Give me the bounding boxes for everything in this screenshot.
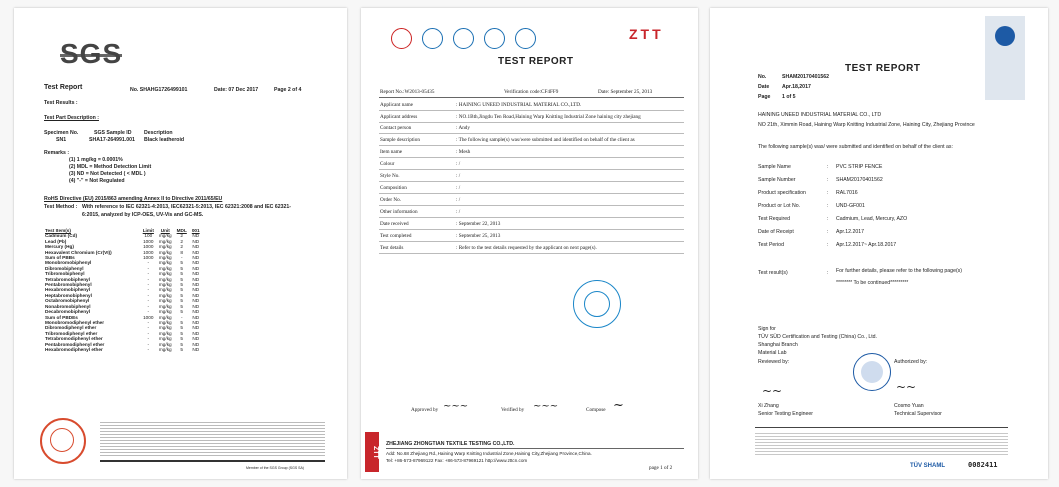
ztt-contacts: Tel: +86-573-87969122 Fax: +86-573-87969121 http://www.zttcn.com bbox=[386, 458, 528, 463]
authorized-by-label: Authorized by: bbox=[894, 359, 928, 365]
field-label: Other information bbox=[380, 209, 418, 215]
authorizer-title: Technical Supervisor bbox=[894, 411, 942, 417]
cell-result: ND bbox=[192, 260, 200, 266]
report-number: Report No.:W2013-05435 bbox=[380, 89, 435, 95]
authorizer-name: Cosmo Yuan bbox=[894, 403, 924, 409]
field-label: Composition bbox=[380, 185, 407, 191]
field-value: : / bbox=[456, 185, 461, 191]
spec-description: Black leatheroid bbox=[144, 137, 185, 143]
cell-result: ND bbox=[192, 233, 200, 239]
iaf-logo-icon bbox=[484, 28, 505, 49]
field-value: : / bbox=[456, 173, 461, 179]
cell-limit: - bbox=[147, 287, 150, 293]
remark-3: (3) ND = Not Detected ( < MDL ) bbox=[69, 171, 146, 177]
report-title: TEST REPORT bbox=[498, 56, 574, 67]
field-label: Item name bbox=[380, 149, 403, 155]
remark-4: (4) "-" = Not Regulated bbox=[69, 178, 125, 184]
cell-result: ND bbox=[192, 238, 200, 244]
cell-unit: mg/kg bbox=[158, 330, 172, 336]
cell-limit: 1000 bbox=[143, 255, 154, 261]
cell-limit: 100 bbox=[144, 233, 153, 239]
cell-result: ND bbox=[192, 325, 200, 331]
cell-result: ND bbox=[192, 298, 200, 304]
accreditation-logos bbox=[391, 28, 536, 49]
cell-item: Sum of PBDEs bbox=[45, 314, 78, 320]
field-rule bbox=[379, 169, 684, 170]
cell-mdl: 8 bbox=[180, 249, 184, 255]
field-label: Applicant address bbox=[380, 114, 418, 120]
cell-limit: - bbox=[147, 282, 150, 288]
spec-header-1: Specimen No. bbox=[44, 130, 79, 136]
sign-org-3: Material Lab bbox=[758, 350, 787, 356]
cell-mdl: 2 bbox=[180, 238, 184, 244]
field-rule bbox=[379, 253, 684, 254]
remark-2: (2) MDL = Method Detection Limit bbox=[69, 164, 152, 170]
sgs-logo: SGS bbox=[60, 38, 123, 69]
field-label: Style No. bbox=[380, 173, 400, 179]
cell-mdl: 5 bbox=[180, 276, 184, 282]
cell-item: Tetrabromobiphenyl bbox=[45, 276, 90, 282]
cell-mdl: 5 bbox=[180, 330, 184, 336]
cell-limit: - bbox=[147, 271, 150, 277]
cell-item: Dibromobiphenyl bbox=[45, 265, 84, 271]
results-label: Test result(s) bbox=[758, 270, 788, 276]
field-value: : / bbox=[456, 161, 461, 167]
field-value: : HAINING UNEED INDUSTRIAL MATERIAL CO.,LTD. bbox=[456, 102, 582, 108]
footer-fine-print bbox=[755, 431, 1008, 457]
reviewed-by-label: Reviewed by: bbox=[758, 359, 790, 365]
field-label: Contact person bbox=[380, 125, 412, 131]
field-rule bbox=[379, 122, 684, 123]
field-label: Test Period bbox=[758, 242, 784, 248]
field-label: Test Required bbox=[758, 216, 791, 222]
cell-item: Hexavalent Chromium (Cr(VI)) bbox=[45, 249, 112, 255]
field-value: Cadmium, Lead, Mercury, AZO bbox=[836, 216, 908, 222]
cell-result: ND bbox=[192, 244, 200, 250]
authorizer-signature: ~~ bbox=[896, 380, 917, 394]
page-label: Page bbox=[758, 94, 771, 100]
submitted-text: The following sample(s) was/ were submitted and identified on behalf of the client as: bbox=[758, 144, 953, 150]
fcl-logo-icon bbox=[515, 28, 536, 49]
footer-rule bbox=[100, 460, 325, 462]
cnas-logo-icon bbox=[422, 28, 443, 49]
cell-item: Tribromodiphenyl ether bbox=[45, 330, 98, 336]
cell-mdl: 5 bbox=[180, 298, 184, 304]
field-rule bbox=[379, 193, 684, 194]
field-label: Test completed bbox=[380, 233, 412, 239]
remarks-label: Remarks : bbox=[44, 150, 70, 156]
cell-mdl: 2 bbox=[180, 244, 184, 250]
report-date: Date: 07 Dec 2017 bbox=[214, 87, 259, 93]
to-be-continued: ******** To be continued********* bbox=[836, 280, 909, 286]
report-title: Test Report bbox=[44, 84, 83, 91]
cell-unit: mg/kg bbox=[158, 255, 172, 261]
footer-rule bbox=[386, 448, 684, 449]
field-value: : Mesh bbox=[456, 149, 471, 155]
tuv-logo-box bbox=[985, 16, 1025, 100]
cell-result: ND bbox=[192, 314, 200, 320]
field-value: PVC STRIP FENCE bbox=[836, 164, 883, 170]
cell-mdl: 5 bbox=[180, 265, 184, 271]
verified-by-label: Verified by bbox=[501, 407, 525, 413]
field-value: RAL7016 bbox=[836, 190, 858, 196]
reviewer-name: Xi Zhang bbox=[758, 403, 779, 409]
compose-label: Compose bbox=[586, 407, 606, 413]
field-rule bbox=[379, 157, 684, 158]
cell-unit: mg/kg bbox=[158, 249, 172, 255]
header-rule bbox=[379, 97, 684, 98]
approved-by-label: Approved by bbox=[411, 407, 439, 413]
field-rule bbox=[379, 181, 684, 182]
cell-item: Decabromobiphenyl bbox=[45, 309, 91, 315]
cell-item: Lead (Pb) bbox=[45, 238, 67, 244]
cell-limit: - bbox=[147, 319, 150, 325]
cell-limit: 1000 bbox=[143, 249, 154, 255]
cell-item: Pentabromodiphenyl ether bbox=[45, 341, 105, 347]
cell-limit: - bbox=[147, 260, 150, 266]
report-date: Date: September 25, 2013 bbox=[598, 89, 653, 95]
cell-mdl: - bbox=[180, 255, 183, 261]
directive-title: RoHS Directive (EU) 2015/863 amending Annex II to Directive 2011/65/EU bbox=[44, 196, 223, 202]
ztt-test-chop-seal bbox=[573, 280, 621, 328]
cell-unit: mg/kg bbox=[158, 260, 172, 266]
cell-item: Hexabromodiphenyl ether bbox=[45, 346, 103, 352]
field-rule bbox=[379, 241, 684, 242]
date-label: Date bbox=[758, 84, 770, 90]
no-label: No. bbox=[758, 74, 767, 80]
cell-result: ND bbox=[192, 271, 200, 277]
cell-result: ND bbox=[192, 309, 200, 315]
test-results-label: Test Results : bbox=[44, 100, 78, 106]
serial-number: 0082411 bbox=[968, 461, 998, 469]
field-label: Order No. bbox=[380, 197, 402, 203]
cell-unit: mg/kg bbox=[158, 309, 172, 315]
field-value: : Andy bbox=[456, 125, 470, 131]
terms-fine-print bbox=[100, 420, 325, 456]
method-label: Test Method : bbox=[44, 204, 78, 210]
cell-limit: 1000 bbox=[143, 244, 154, 250]
field-label: Sample description bbox=[380, 137, 420, 143]
cell-mdl: 5 bbox=[180, 346, 184, 352]
cell-unit: mg/kg bbox=[158, 282, 172, 288]
cell-unit: mg/kg bbox=[158, 265, 172, 271]
cell-item: Heptabromobiphenyl bbox=[45, 292, 92, 298]
cell-unit: mg/kg bbox=[158, 292, 172, 298]
cell-result: ND bbox=[192, 346, 200, 352]
cell-mdl: 5 bbox=[180, 271, 184, 277]
results-table bbox=[43, 228, 203, 352]
field-label: Date received bbox=[380, 221, 409, 227]
cell-item: Nonabromobiphenyl bbox=[45, 303, 91, 309]
client-company: HAINING UNEED INDUSTRIAL MATERIAL CO., LTD bbox=[758, 112, 882, 118]
spec-header-2: SGS Sample ID bbox=[94, 130, 132, 136]
field-label: Product or Lot No. bbox=[758, 203, 801, 209]
results-text: For further details, please refer to the following page(s) bbox=[836, 268, 963, 274]
field-rule bbox=[379, 205, 684, 206]
field-value: UND-GF001 bbox=[836, 203, 865, 209]
spec-header-3: Description bbox=[144, 130, 173, 136]
field-value: : The following sample(s) was/were submitted and identified on behalf of the client as bbox=[456, 137, 635, 143]
cell-mdl: 5 bbox=[180, 287, 184, 293]
cell-mdl: 5 bbox=[180, 319, 184, 325]
sgs-member: Member of the SGS Group (SGS SA) bbox=[246, 466, 304, 470]
cell-limit: - bbox=[147, 341, 150, 347]
ztt-report-page bbox=[361, 8, 698, 479]
page-number: page 1 of 2 bbox=[649, 465, 673, 471]
cell-item: Hexabromobiphenyl bbox=[45, 287, 91, 293]
cell-mdl: 5 bbox=[180, 309, 184, 315]
cell-item: Mercury (Hg) bbox=[45, 244, 74, 250]
cell-unit: mg/kg bbox=[158, 276, 172, 282]
cell-mdl: 5 bbox=[180, 336, 184, 342]
cell-mdl: 5 bbox=[180, 282, 184, 288]
cell-unit: mg/kg bbox=[158, 336, 172, 342]
sign-for: Sign for bbox=[758, 326, 776, 332]
cell-limit: - bbox=[147, 309, 150, 315]
method-text-2: 6:2015, analyzed by ICP-OES, UV-Vis and GC-MS. bbox=[82, 212, 204, 218]
field-value: SHAM20170401562 bbox=[836, 177, 883, 183]
field-rule bbox=[379, 217, 684, 218]
field-label: Sample Number bbox=[758, 177, 796, 183]
cell-result: ND bbox=[192, 282, 200, 288]
field-value: : September 25, 2013 bbox=[456, 233, 501, 239]
cell-unit: mg/kg bbox=[158, 244, 172, 250]
cell-result: ND bbox=[192, 265, 200, 271]
cell-result: ND bbox=[192, 249, 200, 255]
sgs-stamp bbox=[40, 418, 86, 464]
cell-result: ND bbox=[192, 319, 200, 325]
field-label: Date of Receipt bbox=[758, 229, 794, 235]
field-rule bbox=[379, 229, 684, 230]
spec-sample-id: SHA17-264991.001 bbox=[89, 137, 135, 143]
cell-mdl: 5 bbox=[180, 325, 184, 331]
col-test-item: Test Item(s) bbox=[45, 228, 71, 233]
col-unit: Unit bbox=[160, 228, 170, 233]
cell-result: ND bbox=[192, 255, 200, 261]
field-value: Apr.12.2017 bbox=[836, 229, 864, 235]
cell-item: Pentabromobiphenyl bbox=[45, 282, 92, 288]
report-number: SHAM20170401562 bbox=[782, 74, 830, 80]
cell-mdl: 5 bbox=[180, 341, 184, 347]
col-001: 001 bbox=[191, 228, 200, 233]
cell-item: Dibromodiphenyl ether bbox=[45, 325, 97, 331]
part-description-label: Test Part Description : bbox=[44, 115, 99, 121]
page-number: Page 2 of 4 bbox=[274, 87, 302, 93]
ilac-logo-icon bbox=[453, 28, 474, 49]
tuv-seal-stamp bbox=[853, 353, 891, 391]
reviewer-signature: ~~ bbox=[762, 384, 783, 398]
cell-mdl: 2 bbox=[180, 233, 184, 239]
cell-limit: - bbox=[147, 298, 150, 304]
col-limit: Limit bbox=[142, 228, 154, 233]
cell-mdl: - bbox=[180, 314, 183, 320]
cell-unit: mg/kg bbox=[158, 271, 172, 277]
cell-item: Tetrabromodiphenyl ether bbox=[45, 336, 103, 342]
compose-signature: ~ bbox=[613, 398, 624, 413]
cell-result: ND bbox=[192, 330, 200, 336]
field-value: : Refer to the test details requested by the applicant on next page(s). bbox=[456, 245, 597, 251]
field-rule bbox=[379, 133, 684, 134]
cell-result: ND bbox=[192, 287, 200, 293]
cell-item: Octabromobiphenyl bbox=[45, 298, 90, 304]
sign-org-2: Shanghai Branch bbox=[758, 342, 798, 348]
cell-limit: - bbox=[147, 346, 150, 352]
cell-unit: mg/kg bbox=[158, 346, 172, 352]
field-value: : / bbox=[456, 209, 461, 215]
cell-unit: mg/kg bbox=[158, 303, 172, 309]
cell-result: ND bbox=[192, 336, 200, 342]
tuv-footer-brand: TÜV SHAML bbox=[910, 463, 945, 469]
cell-item: Monobromobiphenyl bbox=[45, 260, 92, 266]
field-rule bbox=[379, 145, 684, 146]
cell-item: Cadmium (Cd) bbox=[45, 233, 78, 239]
tuv-logo-icon bbox=[995, 26, 1015, 46]
field-value: : / bbox=[456, 197, 461, 203]
ztt-logo: ZTT bbox=[629, 26, 664, 42]
field-value: Apr.12.2017~ Apr.18.2017 bbox=[836, 242, 897, 248]
cell-mdl: 5 bbox=[180, 292, 184, 298]
report-date: Apr.18,2017 bbox=[782, 84, 811, 90]
verified-signature: ~~~ bbox=[533, 401, 559, 412]
page-number: 1 of 5 bbox=[782, 94, 796, 100]
cell-unit: mg/kg bbox=[158, 319, 172, 325]
cell-limit: - bbox=[147, 265, 150, 271]
cell-item: Tribromobiphenyl bbox=[45, 271, 85, 277]
cell-unit: mg/kg bbox=[158, 298, 172, 304]
tuv-report-page: No. SHAM20170401562 TEST REPORT Date Apr.18,2017 Page 1 of 5 HAINING UNEED INDUSTRIAL MATERIAL CO., LTD NO 21th, Ximmin Road, Haining Warp Knitting Industrial Zone, Haining City, Zhejiang Province The following sample(s) was/ were submitted and identified on behalf of the client as: Sample Name : PVC STRIP FENCE Sample Number : SHAM20170401562 Product specification : RAL7016 Product or Lot No. : UND-GF001 Test Required : Cadmium, Lead, Mercury, AZO Date of Receipt : Apr.12.2017 Test Period : Apr.12.2017~ Apr.18.2017 Test result(s) : For further details, please refer to the following page(s) ******** To be continued********* Sign for TÜV SÜD Certification and Testing (China) Co., Ltd. Shanghai Branch Material Lab Reviewed by: Authorized by: ~~ ~~ Xi Zhang Senior Testing Engineer Cosmo Yuan Technical Supervisor TÜV SHAML 0082411 bbox=[710, 8, 1048, 479]
sgs-report-page bbox=[14, 8, 347, 479]
cell-limit: 1000 bbox=[143, 314, 154, 320]
cell-unit: mg/kg bbox=[158, 233, 172, 239]
cell-unit: mg/kg bbox=[158, 341, 172, 347]
cell-limit: - bbox=[147, 303, 150, 309]
field-label: Test details bbox=[380, 245, 404, 251]
field-value: : NO.1Bth,Jingdu Ten Road,Haining Warp Knitting Industrial Zone haining city zhejiang bbox=[456, 114, 641, 120]
cell-result: ND bbox=[192, 276, 200, 282]
cell-limit: - bbox=[147, 292, 150, 298]
col-mdl: MDL bbox=[176, 228, 187, 233]
field-rule bbox=[379, 110, 684, 111]
field-label: Colour bbox=[380, 161, 395, 167]
reviewer-title: Senior Testing Engineer bbox=[758, 411, 813, 417]
cell-limit: - bbox=[147, 325, 150, 331]
cell-item: Monobromodiphenyl ether bbox=[45, 319, 105, 325]
spec-sn: SN1 bbox=[56, 137, 67, 143]
cell-result: ND bbox=[192, 303, 200, 309]
cell-unit: mg/kg bbox=[158, 314, 172, 320]
cell-limit: - bbox=[147, 276, 150, 282]
cell-unit: mg/kg bbox=[158, 238, 172, 244]
cell-result: ND bbox=[192, 341, 200, 347]
ztt-address: Add: No.68 Zhejiang Rd.,Haining Warp Knitting Industrial Zone,Haining City,Zhejiang Province,China. bbox=[386, 451, 592, 456]
cell-limit: - bbox=[147, 330, 150, 336]
cell-mdl: 5 bbox=[180, 303, 184, 309]
method-text-1: With reference to IEC 62321-4:2013, IEC62321-5:2013, IEC 62321:2008 and IEC 62321- bbox=[82, 204, 292, 210]
sign-org-1: TÜV SÜD Certification and Testing (China) Co., Ltd. bbox=[758, 334, 877, 340]
field-label: Product specification bbox=[758, 190, 806, 196]
field-value: : September 22, 2013 bbox=[456, 221, 501, 227]
ztt-company: ZHEJIANG ZHONGTIAN TEXTILE TESTING CO.,LTD. bbox=[386, 441, 515, 447]
cell-result: ND bbox=[192, 292, 200, 298]
cell-item: Sum of PBBs bbox=[45, 255, 75, 261]
verification-code: Verification code:CF4FF9 bbox=[504, 89, 559, 95]
cell-limit: - bbox=[147, 336, 150, 342]
report-title: TEST REPORT bbox=[845, 63, 921, 74]
cell-mdl: 5 bbox=[180, 260, 184, 266]
approved-signature: ~~~ bbox=[443, 401, 469, 412]
field-label: Applicant name bbox=[380, 102, 413, 108]
cell-unit: mg/kg bbox=[158, 287, 172, 293]
cma-logo-icon bbox=[391, 28, 412, 49]
footer-rule bbox=[755, 427, 1008, 428]
table-row bbox=[43, 347, 203, 352]
field-label: Sample Name bbox=[758, 164, 791, 170]
client-address: NO 21th, Ximmin Road, Haining Warp Knitting Industrial Zone, Haining City, Zhejiang Province bbox=[758, 122, 975, 128]
cell-unit: mg/kg bbox=[158, 325, 172, 331]
ztt-side-logo: ZTT bbox=[365, 432, 379, 472]
report-number: No. SHAHG1726499101 bbox=[130, 87, 188, 93]
remark-1: (1) 1 mg/kg = 0.0001% bbox=[69, 157, 123, 163]
cell-limit: 1000 bbox=[143, 238, 154, 244]
